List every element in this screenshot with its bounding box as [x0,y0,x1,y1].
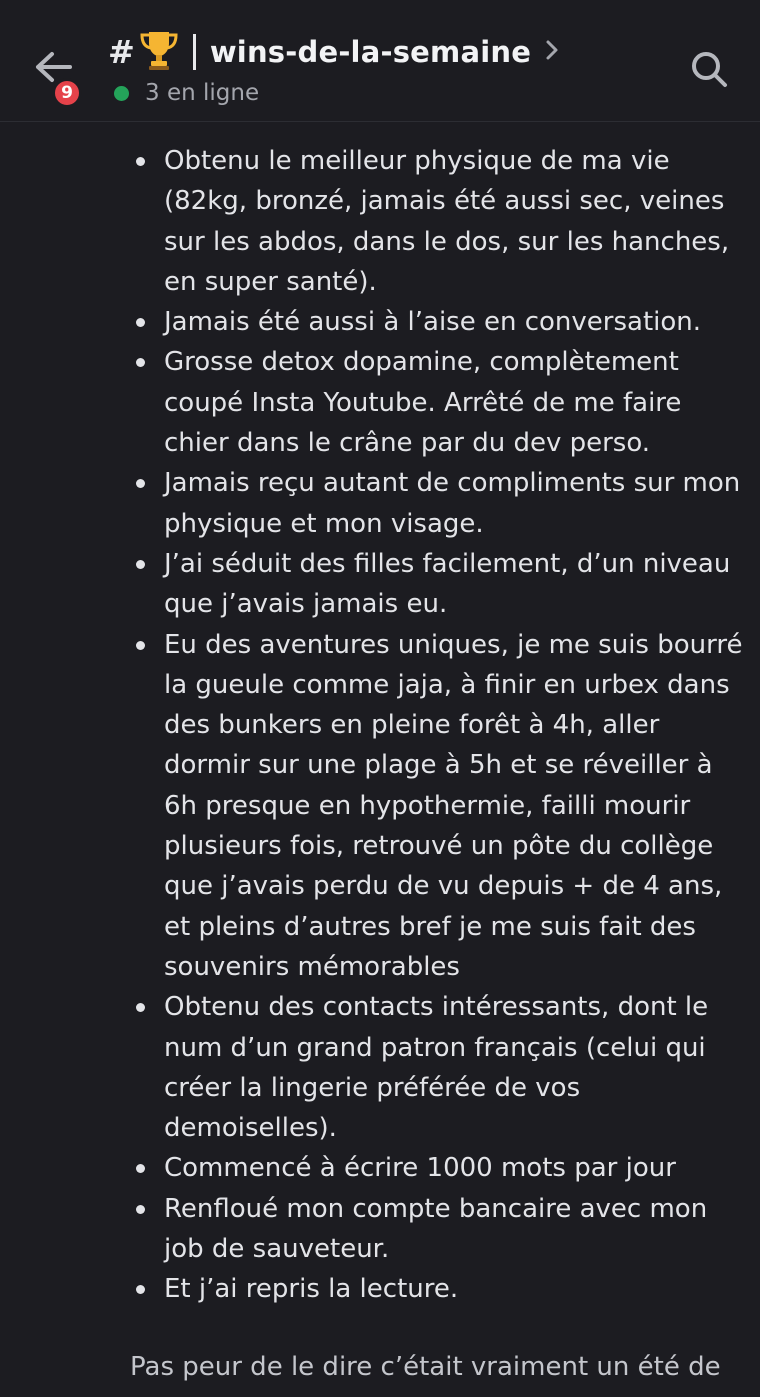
closing-text: Pas peur de le dire c’était vraiment un été de [130,1352,721,1382]
channel-header [0,0,760,122]
list-item: J’ai séduit des filles facilement, d’un niveau que j’avais jamais eu. [130,544,745,625]
list-item: Grosse detox dopamine, complètement coupé Insta Youtube. Arrêté de me faire chier dans le crâne par du dev perso. [130,342,745,463]
list-item: Renfloué mon compte bancaire avec mon job de sauveteur. [130,1189,745,1270]
search-button[interactable] [688,48,730,90]
search-icon [688,75,730,94]
message-content [0,122,760,1397]
list-item: Eu des aventures uniques, je me suis bourré la gueule comme jaja, à finir en urbex dans des bunkers en pleine forêt à 4h, aller dormir sur une plage à 5h et se réveiller à 6h presque en hypothermie, failli mourir plusieurs fois, retrouvé un pôte du collège que j’avais perdu de vu depuis + de 4 ans, et pleins d’autres bref je me suis fait des souvenirs mémorables [130,625,745,988]
list-item: Jamais reçu autant de compliments sur mon physique et mon visage. [130,463,745,544]
chevron-right-icon [545,39,559,65]
notification-badge: 9 [52,78,82,108]
channel-name: wins-de-la-semaine [209,35,532,69]
list-item: Commencé à écrire 1000 mots par jour [130,1148,745,1188]
channel-title[interactable] [108,26,559,78]
wins-list [130,141,745,1310]
online-dot-icon [114,86,129,101]
list-item: Jamais été aussi à l’aise en conversation. [130,302,745,342]
channel-status [114,78,259,108]
trophy-icon [139,29,179,75]
list-item: Obtenu le meilleur physique de ma vie (82kg, bronzé, jamais été aussi sec, veines sur les abdos, dans le dos, sur les hanches, en super santé). [130,141,745,302]
online-count: 3 en ligne [145,80,260,106]
text-channel-hash-icon: # [108,33,135,71]
title-separator [193,34,196,70]
list-item: Obtenu des contacts intéressants, dont le num d’un grand patron français (celui qui créer la lingerie préférée de vos demoiselles). [130,987,745,1148]
list-item: Et j’ai repris la lecture. [130,1269,745,1309]
